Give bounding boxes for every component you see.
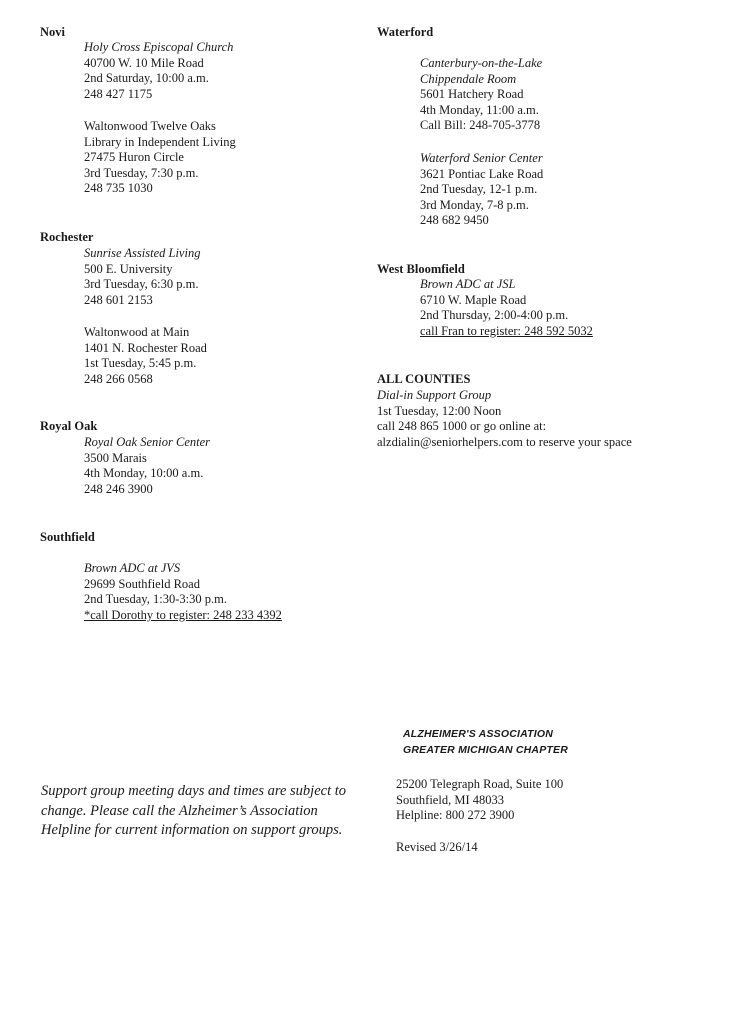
waterford-group-2: [420, 151, 543, 229]
rochester-heading: Rochester: [40, 230, 94, 244]
address-line-1: 25200 Telegraph Road, Suite 100: [396, 777, 564, 791]
group-schedule-2: 3rd Monday, 7-8 p.m.: [420, 197, 529, 212]
waterford-group-1: [420, 56, 542, 134]
org-line-1: ALZHEIMER'S ASSOCIATION: [403, 728, 554, 740]
group-name: Holy Cross Episcopal Church: [84, 40, 234, 54]
group-name: Dial-in Support Group: [377, 388, 492, 402]
group-schedule: 1st Tuesday, 5:45 p.m.: [84, 356, 197, 371]
group-call-line: call 248 865 1000 or go online at:: [377, 419, 547, 434]
schedule-disclaimer: [41, 782, 346, 841]
group-name: Waltonwood at Main: [84, 325, 190, 339]
novi-heading: Novi: [40, 25, 65, 39]
southfield-heading: Southfield: [40, 530, 95, 544]
group-name: Canterbury-on-the-Lake: [420, 56, 543, 70]
rochester-group-2: [84, 325, 207, 387]
waterford-heading: Waterford: [377, 25, 434, 39]
group-phone: 248 427 1175: [84, 86, 153, 101]
all-counties-heading: ALL COUNTIES: [377, 372, 471, 386]
group-name: Royal Oak Senior Center: [84, 435, 211, 449]
group-location: Library in Independent Living: [84, 134, 236, 149]
group-schedule: 3rd Tuesday, 6:30 p.m.: [84, 277, 199, 292]
group-address: 27475 Huron Circle: [84, 150, 184, 165]
org-line-2: GREATER MICHIGAN CHAPTER: [403, 743, 569, 756]
group-name: Brown ADC at JSL: [420, 277, 516, 291]
group-address: 3621 Pontiac Lake Road: [420, 166, 544, 181]
group-name: Waltonwood Twelve Oaks: [84, 119, 216, 133]
group-address: 6710 W. Maple Road: [420, 292, 527, 307]
group-room: Chippendale Room: [420, 71, 517, 86]
org-name: [403, 727, 568, 758]
address-line-2: Southfield, MI 48033: [396, 792, 504, 807]
novi-group-1: [84, 40, 233, 102]
group-name: Sunrise Assisted Living: [84, 246, 201, 260]
group-online-line: alzdialin@seniorhelpers.com to reserve your space: [377, 434, 632, 449]
group-schedule: 1st Tuesday, 12:00 Noon: [377, 403, 502, 418]
group-name: Waterford Senior Center: [420, 151, 543, 165]
group-schedule: 4th Monday, 10:00 a.m.: [84, 466, 204, 481]
group-contact: Call Bill: 248-705-3778: [420, 118, 541, 133]
novi-group-2: [84, 119, 236, 197]
royal-oak-group-1: [84, 435, 210, 497]
group-phone: 248 246 3900: [84, 481, 153, 496]
group-schedule: 4th Monday, 11:00 a.m.: [420, 102, 539, 117]
group-schedule: 3rd Tuesday, 7:30 p.m.: [84, 165, 199, 180]
group-phone: 248 682 9450: [420, 213, 489, 228]
revised-date: Revised 3/26/14: [396, 840, 478, 854]
group-address: 40700 W. 10 Mile Road: [84, 55, 204, 70]
helpline: Helpline: 800 272 3900: [396, 808, 515, 823]
group-phone: 248 601 2153: [84, 292, 153, 307]
group-address: 5601 Hatchery Road: [420, 87, 524, 102]
southfield-group-1: [84, 561, 282, 623]
all-counties-group: [377, 388, 632, 450]
royal-oak-heading: Royal Oak: [40, 419, 98, 433]
group-address: 29699 Southfield Road: [84, 576, 200, 591]
note-line-2: change. Please call the Alzheimer’s Association: [41, 802, 318, 819]
group-register: call Fran to register: 248 592 5032: [420, 323, 593, 338]
group-address: 3500 Marais: [84, 450, 147, 465]
group-schedule: 2nd Saturday, 10:00 a.m.: [84, 71, 209, 86]
group-schedule: 2nd Thursday, 2:00-4:00 p.m.: [420, 308, 569, 323]
group-phone: 248 735 1030: [84, 181, 153, 196]
group-schedule-1: 2nd Tuesday, 12-1 p.m.: [420, 182, 538, 197]
note-line-3: Helpline for current information on support groups.: [41, 822, 343, 838]
org-address: [396, 777, 563, 824]
note-line-1: Support group meeting days and times are subject to: [41, 783, 347, 799]
group-phone: 248 266 0568: [84, 371, 153, 386]
group-schedule: 2nd Tuesday, 1:30-3:30 p.m.: [84, 592, 227, 607]
group-address: 1401 N. Rochester Road: [84, 340, 207, 355]
rochester-group-1: [84, 246, 200, 308]
west-bloomfield-heading: West Bloomfield: [377, 262, 465, 276]
group-register: *call Dorothy to register: 248 233 4392: [84, 607, 282, 622]
group-address: 500 E. University: [84, 261, 173, 276]
group-name: Brown ADC at JVS: [84, 561, 181, 575]
west-bloomfield-group-1: [420, 277, 593, 339]
